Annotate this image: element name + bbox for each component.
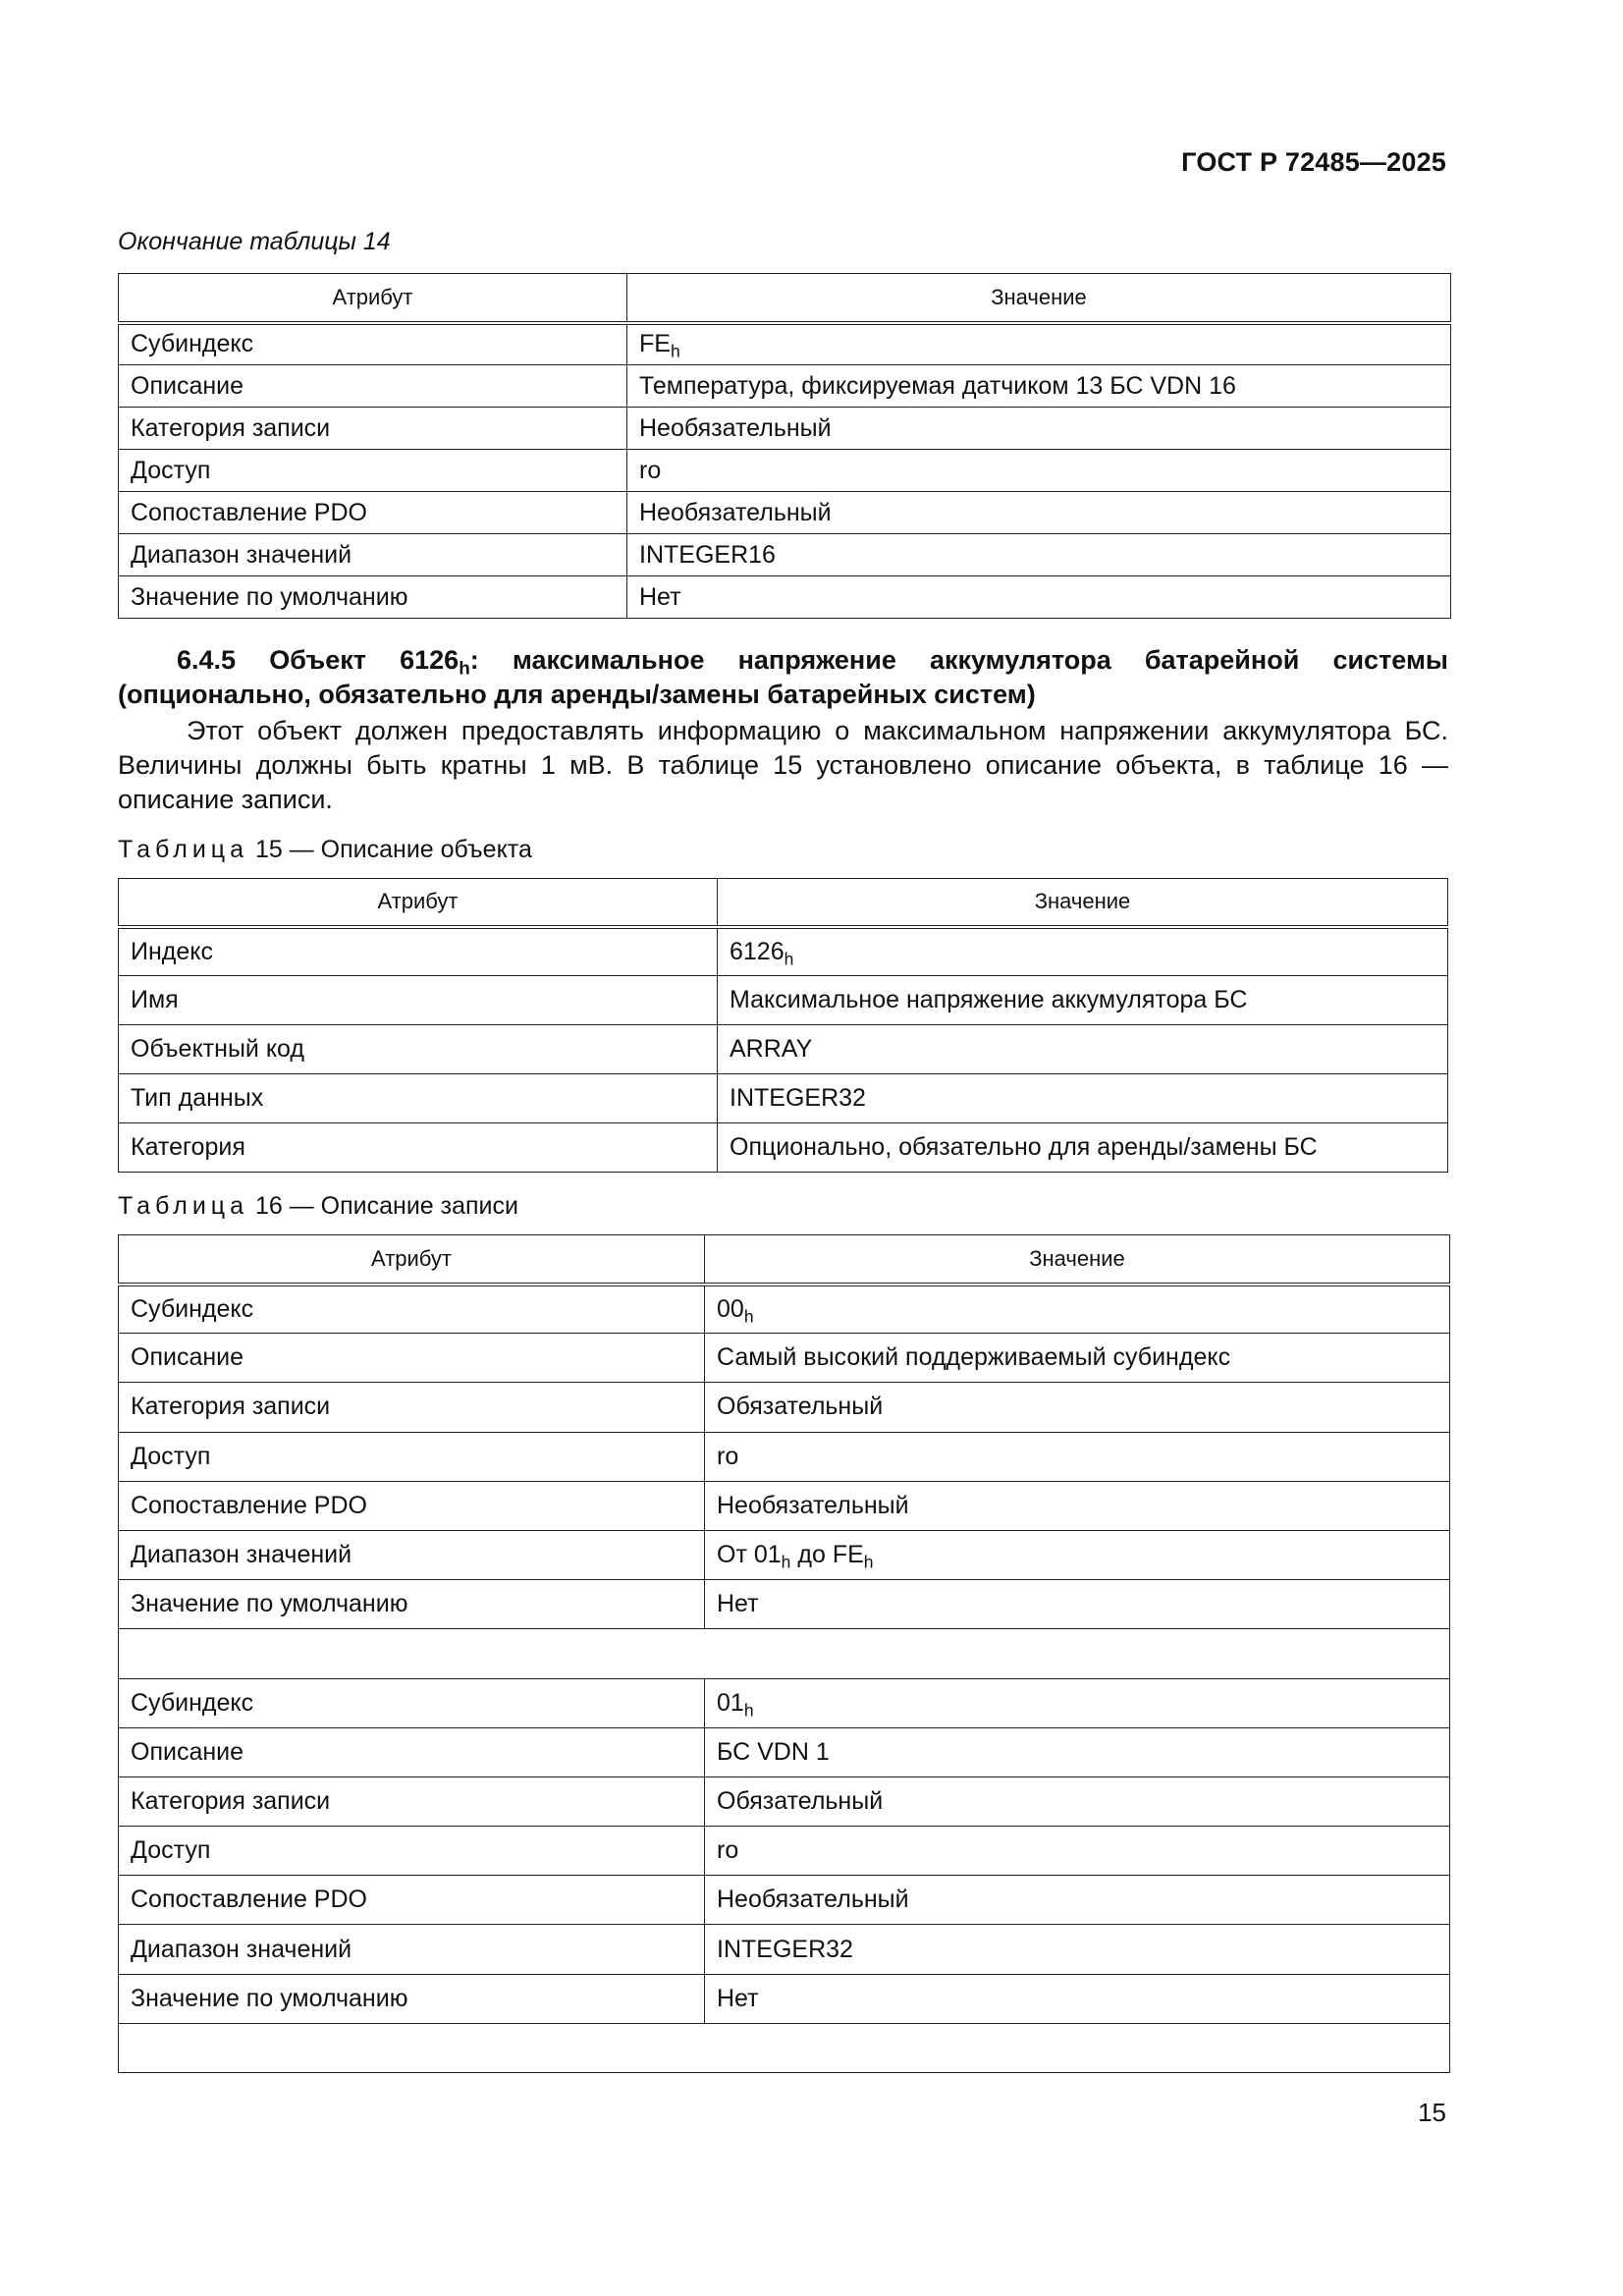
value-text: 6126 [730,937,784,965]
table-row [119,927,1448,976]
attribute-cell: Доступ [119,1827,705,1876]
table-row [119,1481,1450,1530]
value-text: 01 [717,1688,744,1717]
attribute-cell: Сопоставление PDO [119,1876,705,1925]
header-attribute: Атрибут [119,879,718,927]
table-header-row [119,274,1451,323]
value-cell [627,534,1451,576]
value-cell [705,1925,1450,1974]
attribute-cell: Субиндекс [119,1285,705,1334]
attribute-cell: Сопоставление PDO [119,492,627,534]
attribute-cell: Имя [119,976,718,1025]
table15-caption-word: Таблица [118,836,249,863]
range-to-word: до [797,1541,826,1569]
value-text: Температура, фиксируемая датчиком 13 БС VDN 16 [639,371,1236,400]
table-row [119,976,1448,1025]
value-cell [718,1074,1448,1123]
header-attribute: Атрибут [119,1235,705,1285]
value-subscript: h [743,1306,754,1327]
value-cell [705,1678,1450,1727]
value-cell [718,976,1448,1025]
value-subscript: h [784,949,794,968]
value-cell [627,365,1451,408]
attribute-cell: Сопоставление PDO [119,1481,705,1530]
table-16 [118,1234,1450,2073]
table-header-row [119,1235,1450,1285]
section-paragraph: Этот объект должен предоставлять информацию о максимальном напряжении аккумулятора БС. Величины должны быть кратны 1 мВ. В таблице 15 установлено описание объекта, в таблице 16 — описание записи. [118,716,1448,814]
header-value: Значение [718,879,1448,927]
table-15 [118,878,1448,1173]
attribute-cell: Доступ [119,450,627,492]
table-14 [118,273,1451,619]
value-cell [705,1383,1450,1432]
range-to: FE [832,1541,864,1569]
attribute-cell: Доступ [119,1432,705,1481]
table-row [119,450,1451,492]
value-cell [718,1025,1448,1074]
empty-cell [119,2023,1450,2072]
attribute-cell: Тип данных [119,1074,718,1123]
value-cell [705,1580,1450,1629]
attribute-cell: Значение по умолчанию [119,1974,705,2023]
value-cell [627,323,1451,365]
attribute-cell: Категория [119,1123,718,1173]
section-heading-line2: (опционально, обязательно для аренды/замены батарейных систем) [118,680,1036,709]
value-text: ro [717,1442,739,1470]
table-row [119,1432,1450,1481]
value-text: Необязательный [639,413,832,442]
section-heading-line1 [118,643,1448,678]
value-cell [627,408,1451,450]
value-text: Максимальное напряжение аккумулятора БС [730,986,1248,1013]
attribute-cell: Индекс [119,927,718,976]
table-header-row [119,879,1448,927]
attribute-cell: Категория записи [119,1383,705,1432]
table-spacer-row [119,2023,1450,2072]
value-text: ARRAY [730,1035,813,1063]
value-subscript: h [743,1699,754,1720]
attribute-cell: Значение по умолчанию [119,576,627,619]
value-subscript: h [670,341,680,361]
range-to-sub: h [863,1552,874,1572]
table16-caption [118,1192,518,1221]
value-text: INTEGER32 [717,1935,853,1963]
attribute-cell: Диапазон значений [119,1530,705,1579]
value-cell [705,1530,1450,1579]
value-text: 00 [717,1294,744,1323]
section-object-sub: h [459,658,470,680]
section-object-word: Объект [269,645,366,675]
table-row [119,1678,1450,1727]
table-row [119,1123,1448,1173]
value-text: ro [717,1836,739,1865]
empty-cell [119,1629,1450,1678]
attribute-cell: Описание [119,365,627,408]
attribute-cell: Категория записи [119,408,627,450]
table-row [119,1025,1448,1074]
attribute-cell: Диапазон значений [119,1925,705,1974]
table-row [119,365,1451,408]
value-cell [718,1123,1448,1173]
value-text: Нет [717,1590,759,1618]
table-row [119,576,1451,619]
range-from-sub: h [781,1552,791,1572]
attribute-cell: Субиндекс [119,1678,705,1727]
value-text: INTEGER32 [730,1084,866,1112]
attribute-cell: Диапазон значений [119,534,627,576]
table-row [119,492,1451,534]
table-row [119,1074,1448,1123]
value-cell [705,1481,1450,1530]
value-text: Нет [717,1984,759,2012]
attribute-cell: Описание [119,1334,705,1383]
section-title-rest: : максимальное напряжение аккумулятора батарейной системы [469,645,1448,675]
header-attribute: Атрибут [119,274,627,323]
attribute-cell: Категория записи [119,1777,705,1826]
table-row [119,408,1451,450]
range-from: 01 [753,1541,782,1569]
value-text: Обязательный [717,1786,884,1815]
table15-caption [118,836,532,864]
value-text: INTEGER16 [639,540,776,569]
value-cell [705,1974,1450,2023]
table16-caption-word: Таблица [118,1192,249,1220]
range-from-word: От [717,1541,747,1569]
table-row [119,1383,1450,1432]
value-cell [705,1777,1450,1826]
value-text: Обязательный [717,1393,884,1421]
table-row [119,1530,1450,1579]
attribute-cell: Описание [119,1727,705,1777]
value-cell [705,1876,1450,1925]
table15-caption-rest: 15 — Описание объекта [254,836,532,863]
table-row [119,1285,1450,1334]
value-text: FE [639,330,671,358]
attribute-cell: Значение по умолчанию [119,1580,705,1629]
value-text: Нет [639,582,681,611]
value-text: БС VDN 1 [717,1737,830,1766]
header-value: Значение [705,1235,1450,1285]
table-row [119,1580,1450,1629]
value-cell [627,450,1451,492]
table-row [119,1827,1450,1876]
value-cell [627,576,1451,619]
table-row [119,1876,1450,1925]
attribute-cell: Объектный код [119,1025,718,1074]
table-row [119,534,1451,576]
section-number: 6.4.5 [177,645,237,675]
table-row [119,1974,1450,2023]
header-value: Значение [627,274,1451,323]
value-cell [705,1285,1450,1334]
value-cell [705,1334,1450,1383]
value-text: Необязательный [717,1491,909,1519]
value-cell [705,1727,1450,1777]
value-text: ro [639,456,662,484]
value-cell [627,492,1451,534]
section-heading [118,643,1448,712]
table-row [119,1925,1450,1974]
attribute-cell: Субиндекс [119,323,627,365]
document-code: ГОСТ Р 72485—2025 [1181,147,1446,177]
table-row [119,323,1451,365]
value-cell [718,927,1448,976]
table-row [119,1727,1450,1777]
table14-continuation-caption: Окончание таблицы 14 [118,228,391,255]
table16-caption-rest: 16 — Описание записи [254,1192,518,1220]
table-spacer-row [119,1629,1450,1678]
value-text: Опционально, обязательно для аренды/замены БС [730,1133,1318,1161]
table-row [119,1777,1450,1826]
value-cell [705,1432,1450,1481]
page-number: 15 [1418,2098,1446,2127]
value-text: Необязательный [639,498,832,526]
table-row [119,1334,1450,1383]
value-cell [705,1827,1450,1876]
section-object-code: 6126 [400,645,460,675]
value-text: Необязательный [717,1886,909,1914]
value-text: Самый высокий поддерживаемый субиндекс [717,1343,1231,1372]
